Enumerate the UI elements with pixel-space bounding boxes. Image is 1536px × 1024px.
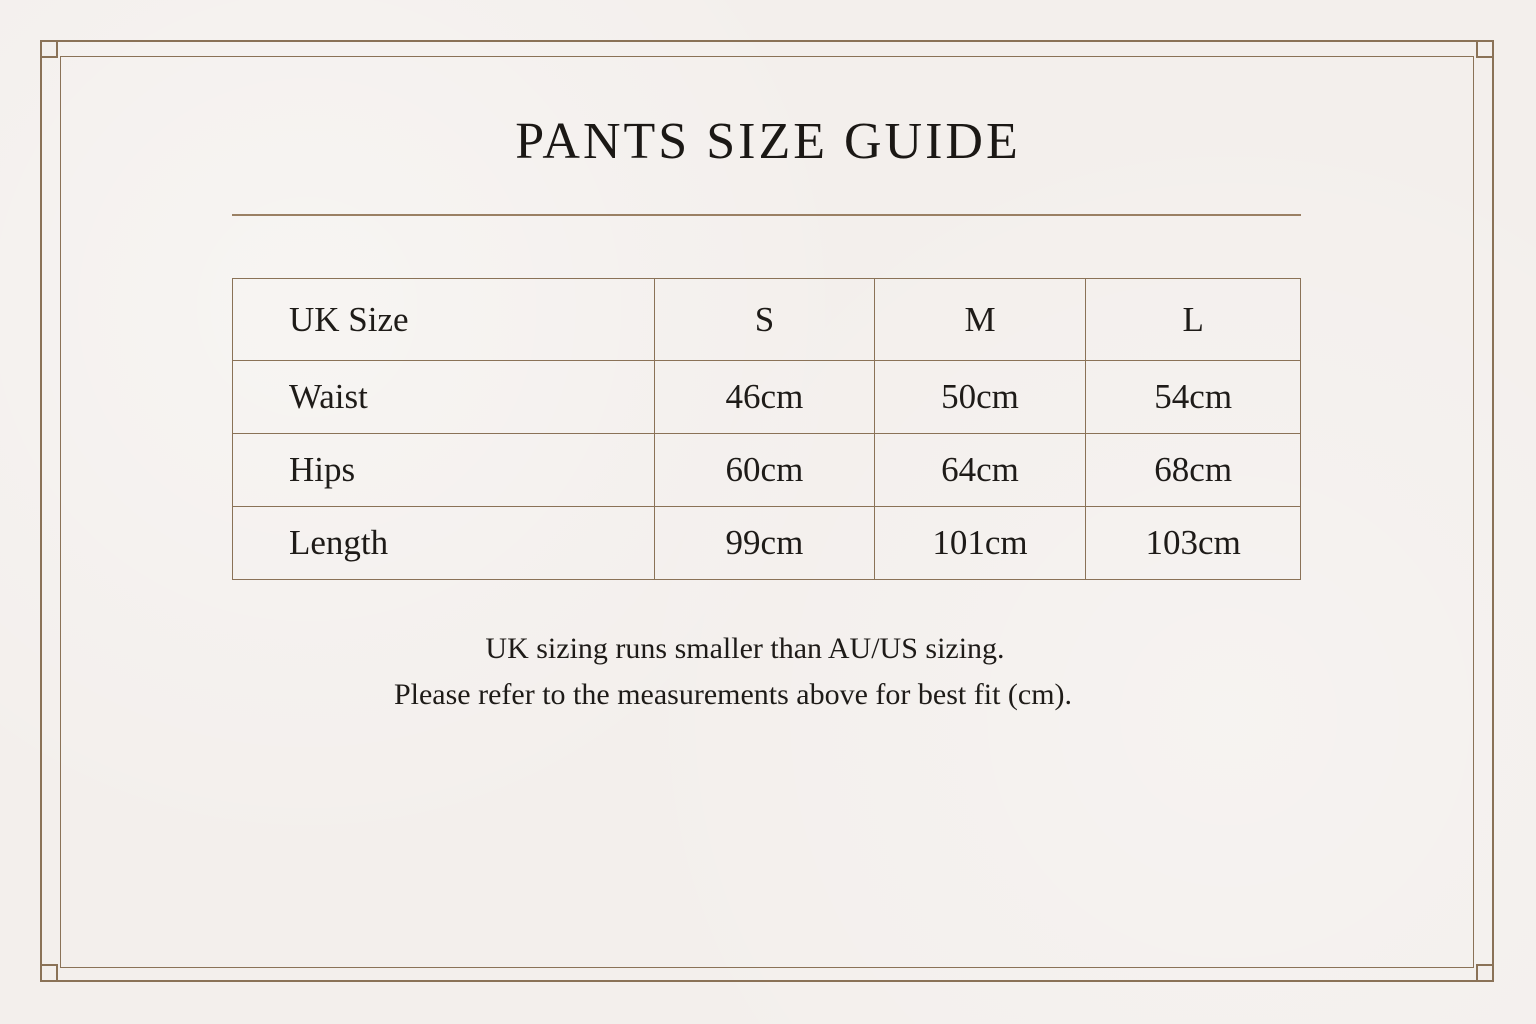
- sizing-note-line-2: Please refer to the measurements above for best fit (cm).: [393, 678, 1073, 711]
- header-size-m: M: [874, 279, 1086, 361]
- header-size-s: S: [655, 279, 875, 361]
- value-cell: 103cm: [1086, 507, 1301, 580]
- corner-ornament-bottom-left: [40, 964, 58, 982]
- table-header-row: [233, 279, 1301, 361]
- row-label: Length: [233, 507, 655, 580]
- value-cell: 60cm: [655, 434, 875, 507]
- row-label: Waist: [233, 361, 655, 434]
- row-label: Hips: [233, 434, 655, 507]
- header-size-l: L: [1086, 279, 1301, 361]
- value-cell: 99cm: [655, 507, 875, 580]
- value-cell: 46cm: [655, 361, 875, 434]
- table-row-length: [233, 507, 1301, 580]
- corner-ornament-top-left: [40, 40, 58, 58]
- table-row-hips: [233, 434, 1301, 507]
- value-cell: 101cm: [874, 507, 1086, 580]
- page-title: PANTS SIZE GUIDE: [515, 113, 1021, 170]
- corner-ornament-bottom-right: [1476, 964, 1494, 982]
- value-cell: 54cm: [1086, 361, 1301, 434]
- header-label-cell: UK Size: [233, 279, 655, 361]
- value-cell: 64cm: [874, 434, 1086, 507]
- value-cell: 50cm: [874, 361, 1086, 434]
- corner-ornament-top-right: [1476, 40, 1494, 58]
- title-divider: [232, 214, 1301, 216]
- sizing-note-line-1: UK sizing runs smaller than AU/US sizing.: [485, 632, 1005, 665]
- size-table: [232, 278, 1301, 580]
- value-cell: 68cm: [1086, 434, 1301, 507]
- table-row-waist: [233, 361, 1301, 434]
